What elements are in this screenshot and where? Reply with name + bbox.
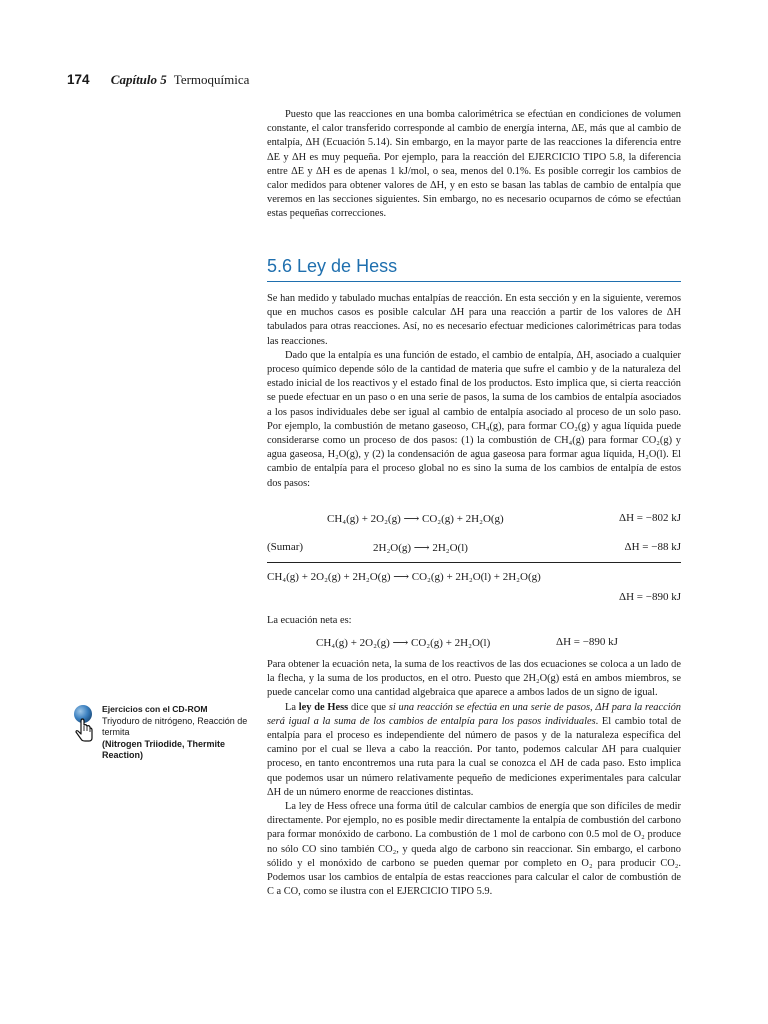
cd-rom-sidebar — [72, 704, 262, 762]
body-block-1 — [267, 292, 681, 491]
equation-step-1-dh: ΔH = −802 kJ — [619, 512, 681, 524]
paragraph-3: Para obtener la ecuación neta, la suma de los reactivos de las dos ecuaciones se coloca a un lado de la flecha, y la suma de los productos, en el otro. Puesto que 2H₂O(g) está en ambos miembros, se puede cancelar como una cantidad algebraica que aparece a ambos lados de un signo de igual. — [267, 659, 681, 699]
p4-start: La — [285, 701, 299, 713]
equation-sum: CH₄(g) + 2O₂(g) + 2H₂O(g) ⟶ CO₂(g) + 2H₂O(l) + 2H₂O(g) — [267, 571, 541, 583]
intro-paragraph: Puesto que las reacciones en una bomba calorimétrica se efectúan en condiciones de volumen constante, el calor transferido corresponde al cambio de energía interna, ΔE, más que al cambio de entalpía, ΔH (Ecuación 5.14). Sin embargo, en la mayor parte de las reacciones la diferencia entre ΔE y ΔH es muy pequeña. Por ejemplo, para la reacción del EJERCICIO TIPO 5.8, la diferencia entre ΔE y ΔH es de apenas 1 kJ/mol, o sea, menos del 0.1%. Es posible corregir los cambios de calor medidos para obtener valores de ΔH, y en esto se basan las tablas de cambio de entalpía que veremos en las secciones siguientes. Sin embargo, no es necesario ocuparnos de cómo se efectúan estas pequeñas correcciones. — [267, 109, 681, 220]
net-intro: La ecuación neta es: — [267, 615, 352, 626]
chapter-label: Capítulo 5 — [110, 72, 167, 87]
sidebar-title: Ejercicios con el CD-ROM — [102, 704, 208, 714]
chapter-title: Termoquímica — [173, 72, 250, 87]
running-header — [67, 72, 249, 88]
paragraph-1: Se han medido y tabulado muchas entalpías de reacción. En esta sección y en la siguiente, veremos que en muchos casos es posible calcular ΔH para una reacción a partir de los valores de ΔH tabulados para otras reacciones. Así, no es necesario efectuar mediciones calorimétricas para todas las reacciones. — [267, 293, 681, 347]
sum-label: (Sumar) — [267, 541, 304, 553]
cd-rom-hand-pointer-icon — [72, 704, 96, 744]
net-intro-block — [267, 614, 681, 628]
equation-sum-dh: ΔH = −890 kJ — [619, 591, 681, 603]
p4-end: . El cambio total de entalpía para el proceso es independiente del número de pasos y de la naturaleza específica del camino por el cual se lleva a cabo la reacción. Por tanto, podemos calcular ΔH para cualquier proceso, en tanto encontremos una ruta para la cual se conozca el ΔH de cada paso. Esto implica que podemos usar un número relativamente pequeño de mediciones experimentales para calcular ΔH de un número enorme de reacciones distintas. — [267, 715, 681, 798]
net-equation: CH₄(g) + 2O₂(g) ⟶ CO₂(g) + 2H₂O(l) — [316, 637, 491, 649]
body-block-2 — [267, 658, 681, 899]
paragraph-4 — [267, 701, 681, 800]
sum-rule — [267, 562, 681, 563]
net-equation-dh: ΔH = −890 kJ — [556, 636, 618, 648]
sidebar-description: Triyoduro de nitrógeno, Reacción de termita — [102, 715, 248, 737]
page-number: 174 — [67, 72, 90, 87]
section-title: 5.6 Ley de Hess — [267, 256, 681, 282]
equation-step-2-dh: ΔH = −88 kJ — [624, 541, 681, 553]
paragraph-2: Dado que la entalpía es una función de estado, el cambio de entalpía, ΔH, asociado a cualquier proceso químico depende sólo de la cantidad de materia que sufre el cambio y de la naturaleza del estado inicial de los reactivos y el estado final de los productos. Esto implica que, si cierta reacción se puede efectuar en un paso o en una serie de pasos, la suma de los cambios de entalpía asociados a los pasos individuales debe ser igual al cambio de entalpía asociado al proceso de un solo paso. Por ejemplo, la combustión de metano gaseoso, CH₄(g), para formar CO₂(g) y agua líquida puede considerarse como un proceso de dos pasos: (1) la combustión de CH₄(g) para formar CO₂(g) y agua gaseosa, H₂O(g), y (2) la condensación de agua gaseosa para formar agua líquida, H₂O(l). El cambio de entalpía para el proceso global no es sino la suma de los cambios de entalpía de estos dos pasos: — [267, 349, 681, 489]
equation-step-1: CH₄(g) + 2O₂(g) ⟶ CO₂(g) + 2H₂O(g) — [327, 513, 504, 525]
sidebar-original-title: (Nitrogen Triiodide, Thermite Reaction) — [102, 738, 226, 760]
hess-law-statement: si una reacción se efectúa en una serie de pasos, ΔH para la reacción será igual a la suma de los cambios de entalpía para los pasos individuales — [267, 701, 681, 727]
intro-block — [267, 108, 681, 222]
hess-law-term: ley de Hess — [298, 701, 349, 713]
paragraph-5: La ley de Hess ofrece una forma útil de calcular cambios de energía que son difíciles de medir directamente. Por ejemplo, no es posible medir directamente la entalpía de combustión del carbono para formar monóxido de carbono. La combustión de 1 mol de carbono con 0.5 mol de O₂ produce no sólo CO sino también CO₂, y queda algo de carbono sin reaccionar. Sin embargo, el carbono sólido y el monóxido de carbono se pueden quemar por completo en O₂ para producir CO₂. Podemos usar los cambios de entalpía de estas reacciones para calcular el calor de combustión de C a CO, como se ilustra con el EJERCICIO TIPO 5.9. — [267, 801, 681, 898]
p4-mid: dice que — [348, 701, 389, 713]
equation-step-2: 2H₂O(g) ⟶ 2H₂O(l) — [373, 542, 468, 554]
